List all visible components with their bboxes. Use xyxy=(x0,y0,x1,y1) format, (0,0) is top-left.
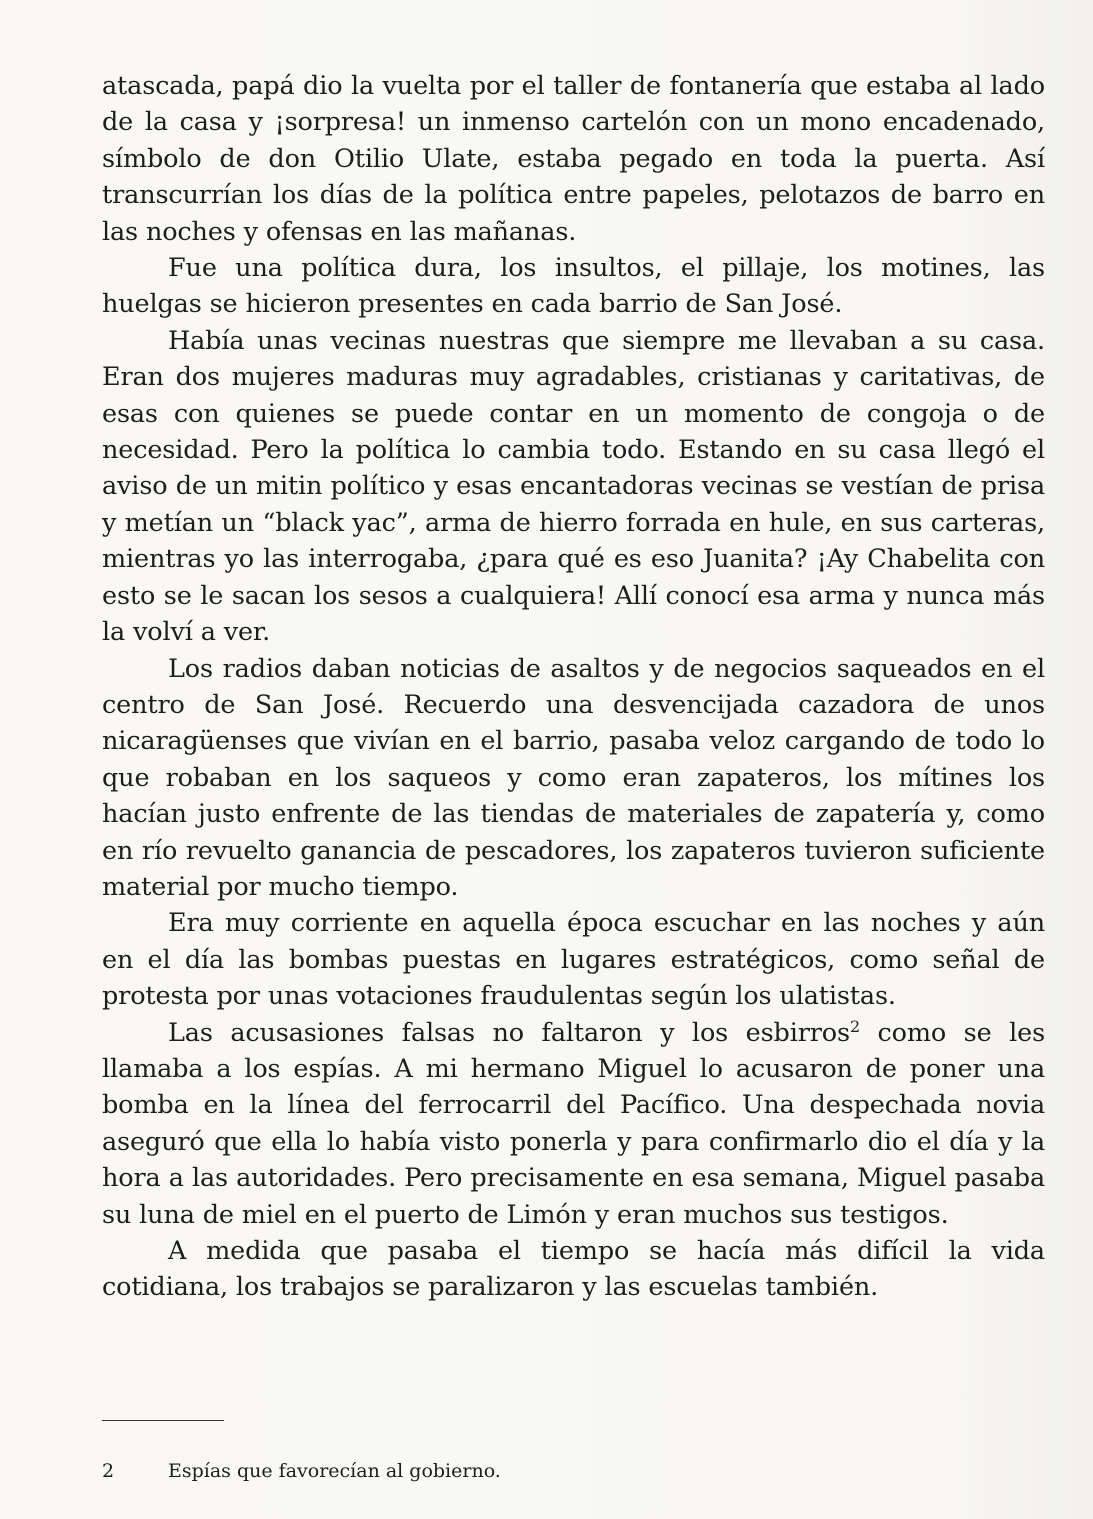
paragraph-6-start: Las acusasiones falsas no faltaron y los esbirros xyxy=(168,1017,850,1048)
paragraph-3: Había unas vecinas nuestras que siempre me llevaban a su casa. Eran dos mujeres maduras muy agradables, cristianas y caritativas, de esas con quienes se puede contar en un momento de congoja o de necesidad. Pero la política lo cambia todo. Estando en su casa llegó el aviso de un mitin político y esas encantadoras vecinas se vestían de prisa y metían un “black yac”, arma de hierro forrada en hule, en sus carteras, mientras yo las interrogaba, ¿para qué es eso Juanita? ¡Ay Chabelita con esto se le sacan los sesos a cualquiera! Allí conocí esa arma y nunca más la volví a ver. xyxy=(102,325,1045,648)
footnote-reference: 2 xyxy=(849,1016,860,1036)
paragraph-7: A medida que pasaba el tiempo se hacía más difícil la vida cotidiana, los trabajos se paralizaron y las escuelas también. xyxy=(102,1236,1045,1303)
paragraph-6-end: como se les llamaba a los espías. A mi hermano Miguel lo acusaron de poner una bomba en la línea del ferrocarril del Pacífico. Una despechada novia aseguró que ella lo había visto ponerla y para confirmarlo dio el día y la hora a las autoridades. Pero precisamente en esa semana, Miguel pasaba su luna de miel en el puerto de Limón y eran muchos sus testigos. xyxy=(102,1017,1045,1230)
footnote-divider xyxy=(102,1420,224,1421)
paragraph-2: Fue una política dura, los insultos, el pillaje, los motines, las huelgas se hicieron presentes en cada barrio de San José. xyxy=(102,253,1045,320)
footnote-number: 2 xyxy=(102,1460,115,1482)
paragraph-1: atascada, papá dio la vuelta por el taller de fontanería que estaba al lado de la casa y ¡sorpresa! un inmenso cartelón con un mono encadenado, símbolo de don Otilio Ulate, estaba pegado en toda la puerta. Así transcurrían los días de la política entre papeles, pelotazos de barro en las noches y ofensas en las mañanas. xyxy=(102,71,1045,247)
footnote xyxy=(102,1458,1002,1484)
body-text xyxy=(102,68,1045,1306)
footnote-text: Espías que favorecían al gobierno. xyxy=(168,1460,501,1482)
paragraph-4: Los radios daban noticias de asaltos y de negocios saqueados en el centro de San José. Recuerdo una desvencijada cazadora de unos nicaragüenses que vivían en el barrio, pasaba veloz cargando de todo lo que robaban en los saqueos y como eran zapateros, los mítines los hacían justo enfrente de las tiendas de materiales de zapatería y, como en río revuelto ganancia de pescadores, los zapateros tuvieron suficiente material por mucho tiempo. xyxy=(102,653,1045,902)
paragraph-5: Era muy corriente en aquella época escuchar en las noches y aún en el día las bombas puestas en lugares estratégicos, como señal de protesta por unas votaciones fraudulentas según los ulatistas. xyxy=(102,908,1045,1012)
paragraph-6 xyxy=(102,1015,1045,1233)
